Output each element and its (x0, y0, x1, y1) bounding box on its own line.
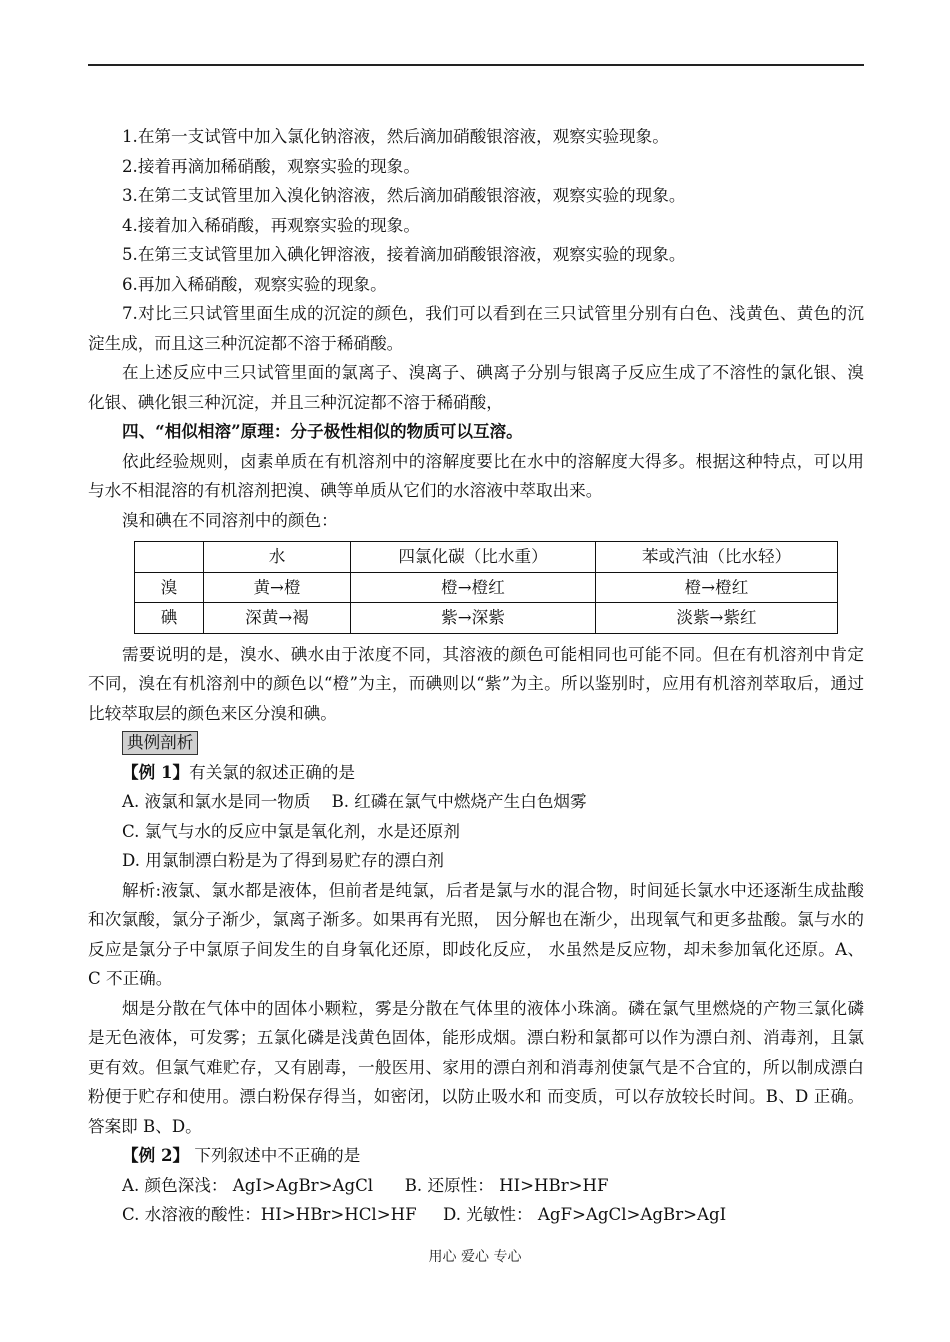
example-1-label: 【例 1】 (122, 761, 190, 782)
page-body (88, 122, 864, 1230)
color-table (134, 541, 838, 634)
step-5: 5.在第三支试管里加入碘化钾溶液，接着滴加硝酸银溶液，观察实验的现象。 (122, 245, 686, 264)
step-2: 2.接着再滴加稀硝酸，观察实验的现象。 (122, 156, 420, 176)
table-row (135, 603, 838, 634)
table-cell: 黄→橙 (204, 572, 351, 603)
table-intro: 溴和碘在不同溶剂中的颜色： (122, 510, 338, 530)
table-cell: 碘 (135, 603, 204, 634)
table-header-cell: 水 (204, 542, 351, 573)
table-cell: 橙→橙红 (351, 572, 596, 603)
example-2-question-text: 下列叙述中不正确的是 (189, 1146, 361, 1165)
step-7: 7.对比三只试管里面生成的沉淀的颜色，我们可以看到在三只试管里分别有白色、浅黄色、黄色的沉淀生成，而且这三种沉淀都不溶于稀硝酸。 (88, 304, 864, 353)
example-1-option-d: D. 用氯制漂白粉是为了得到易贮存的漂白剂 (122, 851, 444, 870)
table-cell: 深黄→褐 (204, 603, 351, 634)
example-1-analysis-2: 烟是分散在气体中的固体小颗粒，雾是分散在气体里的液体小珠滴。磷在氯气里燃烧的产物三氯化磷是无色液体，可发雾；五氯化磷是浅黄色固体，能形成烟。漂白粉和氯都可以作为漂白剂、消毒剂，且氯更有效。但氯气难贮存，又有剧毒，一般医用、家用的漂白剂和消毒剂使氯气是不合宜的，所以制成漂白粉便于贮存和使用。漂白粉保存得当，如密闭，以防止吸水和 而变质，可以存放较长时间。B、D 正确。答案即 B、D。 (88, 998, 864, 1136)
step-4: 4.接着加入稀硝酸，再观察实验的现象。 (122, 215, 420, 235)
table-header-row (135, 542, 838, 573)
section-tag: 典例剖析 (122, 731, 198, 755)
example-2-label: 【例 2】 (122, 1145, 190, 1165)
example-1-question-text: 有关氯的叙述正确的是 (189, 762, 356, 782)
table-row (135, 572, 838, 603)
example-2-options-cd: C. 水溶液的酸性：HI>HBr>HCl>HF D. 光敏性： AgF>AgCl>AgBr>AgI (122, 1205, 727, 1224)
table-header-cell (135, 542, 204, 573)
table-cell: 溴 (135, 572, 204, 603)
example-1-options-ab: A. 液氯和氯水是同一物质 B. 红磷在氯气中燃烧产生白色烟雾 (122, 792, 587, 811)
header-rule (88, 64, 864, 66)
table-header-cell: 苯或汽油（比水轻） (596, 542, 838, 573)
section-heading-4: 四、“相似相溶”原理：分子极性相似的物质可以互溶。 (122, 421, 523, 441)
rule-paragraph: 依此经验规则，卤素单质在有机溶剂中的溶解度要比在水中的溶解度大得多。根据这种特点，可以用与水不相混溶的有机溶剂把溴、碘等单质从它们的水溶液中萃取出来。 (88, 451, 864, 500)
page-footer: 用心 爱心 专心 (428, 1249, 522, 1265)
example-2-question (88, 1141, 864, 1171)
table-cell: 橙→橙红 (596, 572, 838, 603)
reaction-paragraph: 在上述反应中三只试管里面的氯离子、溴离子、碘离子分别与银离子反应生成了不溶性的氯化银、溴化银、碘化银三种沉淀，并且三种沉淀都不溶于稀硝酸， (88, 363, 864, 412)
note-paragraph: 需要说明的是，溴水、碘水由于浓度不同，其溶液的颜色可能相同也可能不同。但在有机溶剂中肯定不同，溴在有机溶剂中的颜色以“橙”为主，而碘则以“紫”为主。所以鉴别时，应用有机溶剂萃取后，通过比较萃取层的颜色来区分溴和碘。 (88, 644, 864, 723)
example-1-question (88, 758, 864, 788)
table-header-cell: 四氯化碳（比水重） (351, 542, 596, 573)
table-cell: 淡紫→紫红 (596, 603, 838, 634)
step-6: 6.再加入稀硝酸，观察实验的现象。 (122, 274, 387, 294)
table-cell: 紫→深紫 (351, 603, 596, 634)
step-3: 3.在第二支试管里加入溴化钠溶液，然后滴加硝酸银溶液，观察实验的现象。 (122, 186, 686, 205)
section-tag-row (88, 728, 864, 758)
example-1-analysis: 解析:液氯、氯水都是液体，但前者是纯氯，后者是氯与水的混合物，时间延长氯水中还逐渐生成盐酸和次氯酸，氯分子渐少，氯离子渐多。如果再有光照， 因分解也在渐少，出现氧气和更多盐酸。氯与水的反应是氯分子中氯原子间发生的自身氧化还原，即歧化反应， 水虽然是反应物，却未参加氧化还原。A、C 不正确。 (88, 880, 864, 988)
example-1-option-c: C. 氯气与水的反应中氯是氧化剂，水是还原剂 (122, 821, 460, 841)
step-1: 1.在第一支试管中加入氯化钠溶液，然后滴加硝酸银溶液，观察实验现象。 (122, 127, 669, 146)
example-2-options-ab: A. 颜色深浅： AgI>AgBr>AgCl B. 还原性： HI>HBr>HF (122, 1175, 609, 1195)
